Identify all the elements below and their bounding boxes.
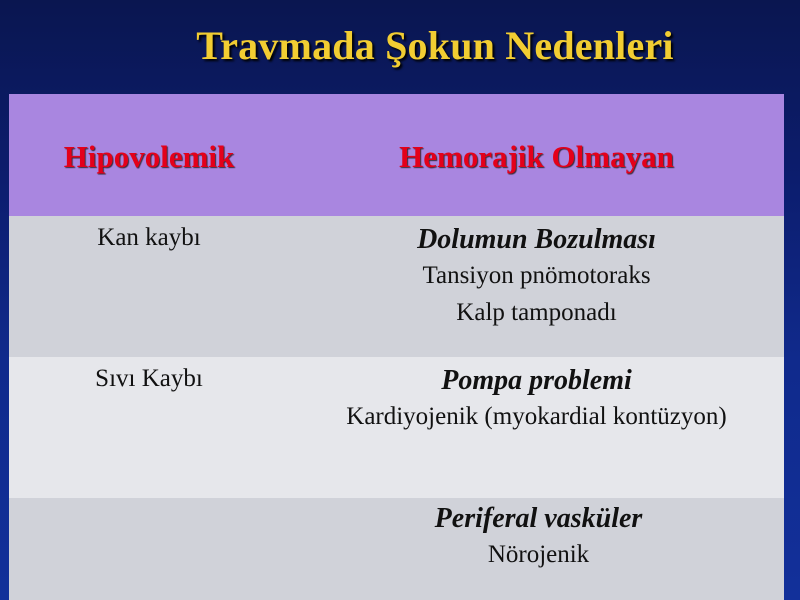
cell-right-line: Kalp tamponadı <box>456 299 617 326</box>
table-header-row <box>9 94 784 216</box>
cell-right-line: Tansiyon pnömotoraks <box>422 262 651 289</box>
table-row <box>9 357 784 498</box>
cell-right <box>289 357 784 498</box>
cell-right-title: Dolumun Bozulması <box>417 224 656 255</box>
shock-causes-table <box>9 94 784 600</box>
table-row <box>9 216 784 357</box>
cell-right-line: Kardiyojenik (myokardial kontüzyon) <box>346 403 727 430</box>
cell-right-title: Periferal vasküler <box>434 503 643 534</box>
cell-right-line: Nörojenik <box>487 541 590 568</box>
slide-title: Travmada Şokun Nedenleri <box>196 23 674 68</box>
header-hemorajik-olmayan: Hemorajik Olmayan <box>399 139 674 174</box>
table-row <box>9 498 784 600</box>
cell-right-title: Pompa problemi <box>441 365 632 396</box>
cell-right <box>289 216 784 357</box>
cell-left <box>9 498 289 600</box>
cell-left: Sıvı Kaybı <box>95 365 203 392</box>
cell-right <box>289 498 784 600</box>
cell-left: Kan kaybı <box>97 224 201 251</box>
header-hipovolemik: Hipovolemik <box>63 139 235 174</box>
